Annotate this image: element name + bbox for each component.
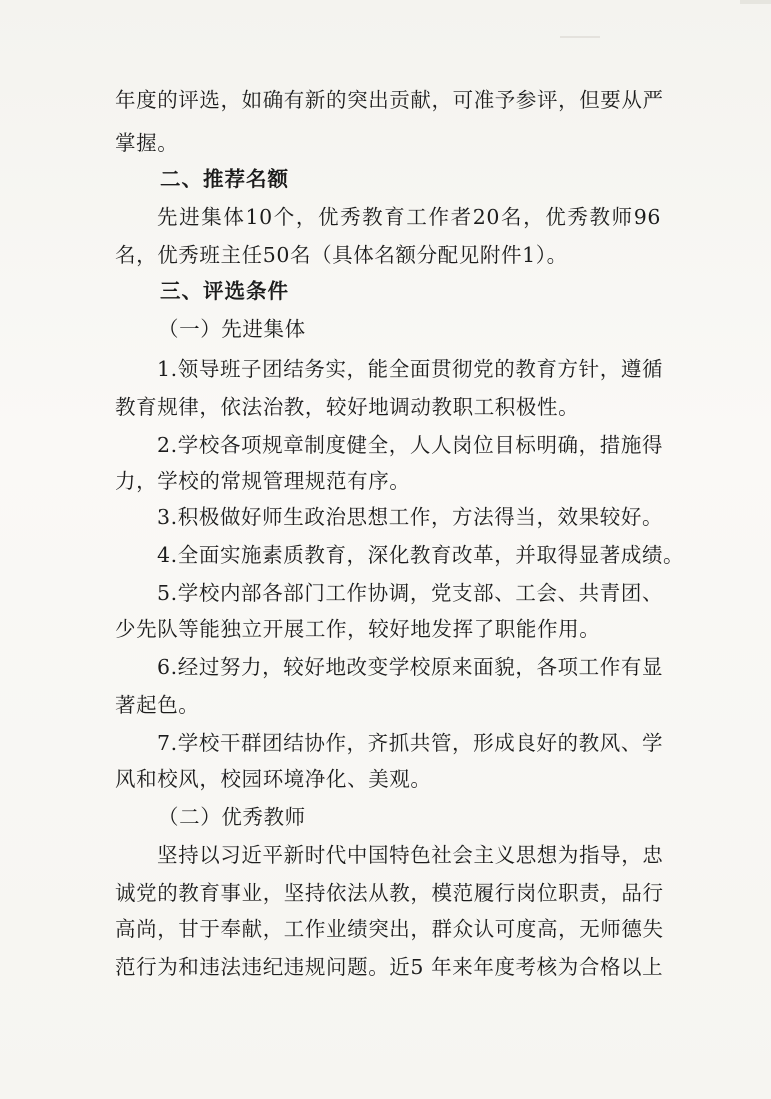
scan-artifact (560, 36, 600, 38)
section-heading-criteria: 三、评选条件 (160, 279, 289, 303)
list-item-line: 5.学校内部各部门工作协调，党支部、工会、共青团、 (157, 581, 664, 605)
list-item-line: 教育规律，依法治教，较好地调动教职工积极性。 (115, 395, 580, 419)
list-item-line: 3.积极做好师生政治思想工作，方法得当，效果较好。 (157, 505, 664, 529)
list-item-line: 著起色。 (115, 693, 200, 717)
list-item-line: 4.全面实施素质教育，深化教育改革，并取得显著成绩。 (157, 543, 685, 567)
paragraph-line: 高尚，甘于奉献，工作业绩突出，群众认可度高，无师德失 (115, 917, 664, 941)
subsection-heading-collective: （一）先进集体 (158, 317, 306, 341)
scan-artifact-corner (740, 0, 771, 4)
paragraph-line: 范行为和违法违纪违规问题。近5 年来年度考核为合格以上 (115, 955, 664, 979)
list-item-line: 1.领导班子团结务实，能全面贯彻党的教育方针，遵循 (157, 357, 664, 381)
list-item-line: 7.学校干群团结协作，齐抓共管，形成良好的教风、学 (157, 731, 664, 755)
paragraph-line: 年度的评选，如确有新的突出贡献，可准予参评，但要从严 (115, 88, 664, 112)
list-item-line: 力，学校的常规管理规范有序。 (115, 469, 411, 493)
paragraph-line: 名，优秀班主任50名（具体名额分配见附件1）。 (115, 243, 568, 267)
subsection-heading-teacher: （二）优秀教师 (158, 805, 306, 829)
section-heading-quota: 二、推荐名额 (160, 167, 289, 191)
list-item-line: 风和校风，校园环境净化、美观。 (115, 767, 432, 791)
paragraph-line: 先进集体10个，优秀教育工作者20名，优秀教师96 (157, 205, 661, 229)
list-item-line: 2.学校各项规章制度健全，人人岗位目标明确，措施得 (157, 433, 664, 457)
paragraph-line: 坚持以习近平新时代中国特色社会主义思想为指导，忠 (157, 843, 664, 867)
list-item-line: 6.经过努力，较好地改变学校原来面貌，各项工作有显 (157, 655, 664, 679)
paragraph-line: 掌握。 (115, 131, 179, 155)
list-item-line: 少先队等能独立开展工作，较好地发挥了职能作用。 (115, 617, 601, 641)
paragraph-line: 诚党的教育事业，坚持依法从教，模范履行岗位职责，品行 (115, 881, 664, 905)
